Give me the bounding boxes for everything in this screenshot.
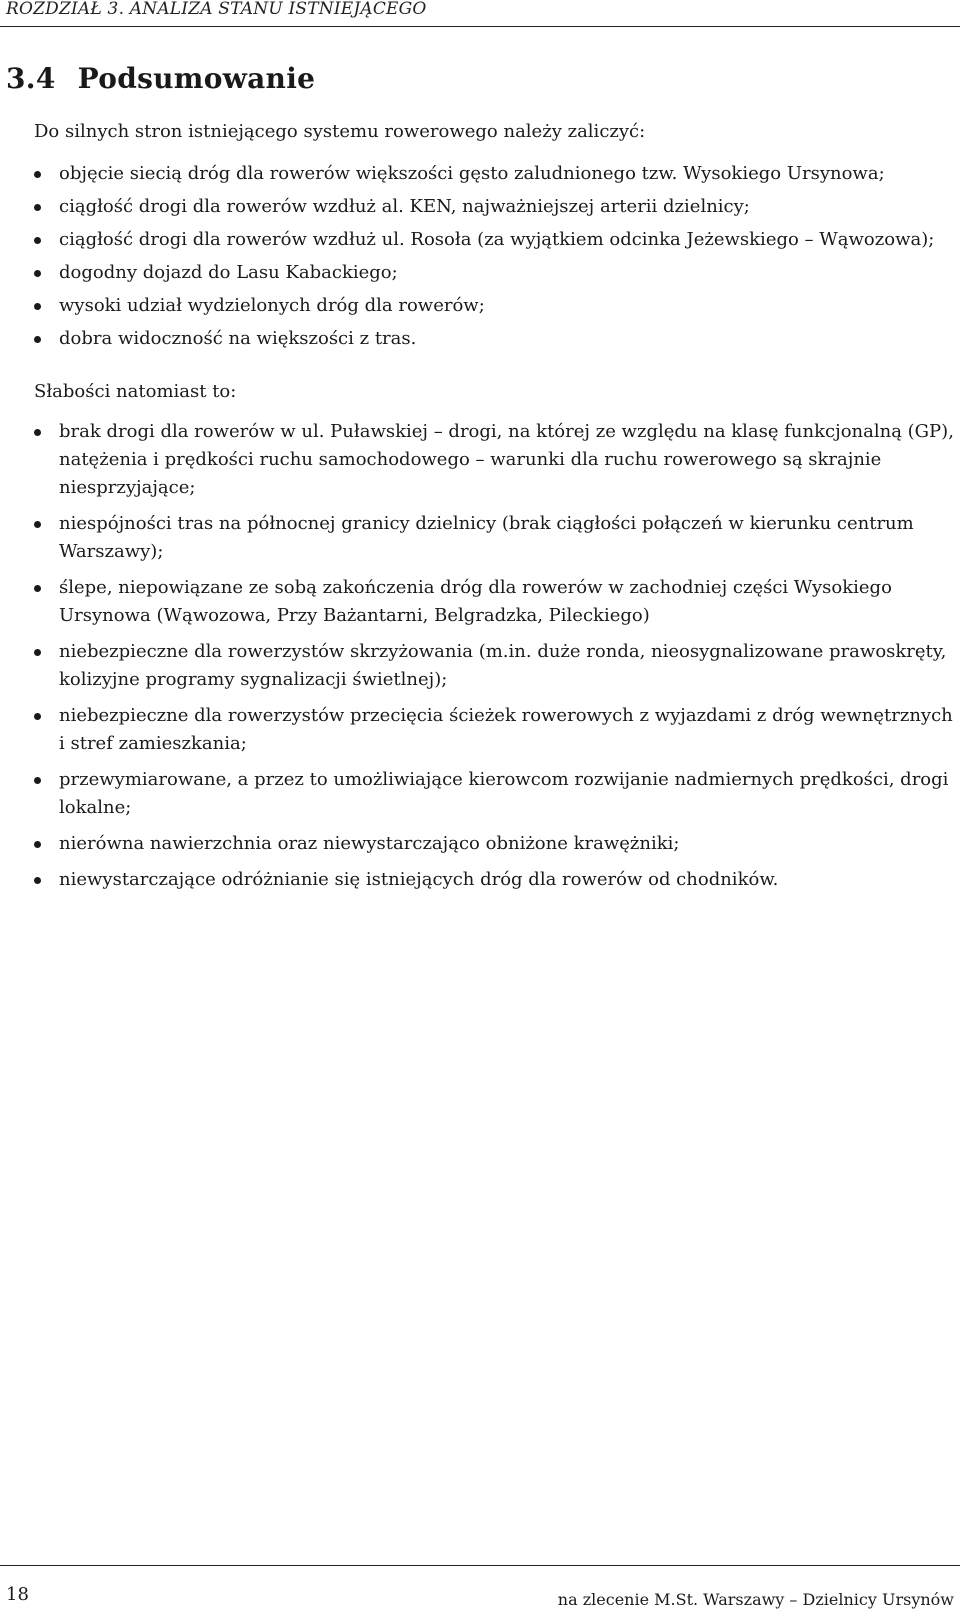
list-item	[34, 830, 954, 858]
list-item	[34, 866, 954, 894]
list-item	[34, 325, 954, 353]
list-item-text: objęcie siecią dróg dla rowerów większości gęsto zaludnionego tzw. Wysokiego Ursynowa;	[59, 163, 885, 184]
strengths-list	[34, 160, 954, 358]
list-item	[34, 226, 954, 254]
strengths-intro: Do silnych stron istniejącego systemu rowerowego należy zaliczyć:	[34, 121, 646, 142]
bullet-icon	[34, 237, 41, 244]
list-item-text: ciągłość drogi dla rowerów wzdłuż al. KEN, najważniejszej arterii dzielnicy;	[59, 196, 750, 217]
bullet-icon	[34, 777, 41, 784]
list-item-text: niebezpieczne dla rowerzystów skrzyżowania (m.in. duże ronda, nieosygnalizowane prawoskręty, kolizyjne programy sygnalizacji świetlnej);	[59, 641, 947, 690]
list-item	[34, 574, 954, 630]
bullet-icon	[34, 521, 41, 528]
list-item-text: brak drogi dla rowerów w ul. Puławskiej – drogi, na której ze względu na klasę funkcjonalną (GP), natężenia i prędkości ruchu samochodowego – warunki dla ruchu rowerowego są skrajnie niesprzyjające;	[59, 421, 954, 498]
bullet-icon	[34, 171, 41, 178]
list-item	[34, 418, 954, 502]
list-item	[34, 766, 954, 822]
bullet-icon	[34, 713, 41, 720]
list-item-text: przewymiarowane, a przez to umożliwiające kierowcom rozwijanie nadmiernych prędkości, drogi lokalne;	[59, 769, 949, 818]
list-item	[34, 193, 954, 221]
list-item-text: wysoki udział wydzielonych dróg dla rowerów;	[59, 295, 485, 316]
page-number: 18	[6, 1584, 29, 1605]
footer-credit: na zlecenie M.St. Warszawy – Dzielnicy Ursynów	[557, 1590, 954, 1609]
footer-divider	[0, 1565, 960, 1566]
bullet-icon	[34, 877, 41, 884]
section-heading	[6, 62, 315, 95]
list-item	[34, 292, 954, 320]
bullet-icon	[34, 270, 41, 277]
list-item-text: nierówna nawierzchnia oraz niewystarczająco obniżone krawężniki;	[59, 833, 680, 854]
section-number: 3.4	[6, 62, 56, 95]
list-item-text: ciągłość drogi dla rowerów wzdłuż ul. Rosoła (za wyjątkiem odcinka Jeżewskiego – Wąwozowa);	[59, 229, 935, 250]
list-item-text: dobra widoczność na większości z tras.	[59, 328, 417, 349]
weaknesses-list	[34, 418, 954, 902]
list-item	[34, 510, 954, 566]
list-item	[34, 259, 954, 287]
bullet-icon	[34, 649, 41, 656]
list-item-text: niespójności tras na północnej granicy dzielnicy (brak ciągłości połączeń w kierunku centrum Warszawy);	[59, 513, 914, 562]
bullet-icon	[34, 204, 41, 211]
list-item	[34, 702, 954, 758]
list-item-text: niebezpieczne dla rowerzystów przecięcia ścieżek rowerowych z wyjazdami z dróg wewnętrznych i stref zamieszkania;	[59, 705, 953, 754]
list-item-text: ślepe, niepowiązane ze sobą zakończenia dróg dla rowerów w zachodniej części Wysokiego Ursynowa (Wąwozowa, Przy Bażantarni, Belgradzka, Pileckiego)	[59, 577, 892, 626]
section-title: Podsumowanie	[77, 62, 316, 95]
bullet-icon	[34, 336, 41, 343]
bullet-icon	[34, 841, 41, 848]
list-item	[34, 160, 954, 188]
running-header-title: ROZDZIAŁ 3. ANALIZA STANU ISTNIEJĄCEGO	[6, 0, 427, 19]
weaknesses-intro: Słabości natomiast to:	[34, 381, 237, 402]
running-header	[0, 0, 960, 27]
list-item-text: dogodny dojazd do Lasu Kabackiego;	[59, 262, 398, 283]
bullet-icon	[34, 429, 41, 436]
bullet-icon	[34, 303, 41, 310]
list-item-text: niewystarczające odróżnianie się istniejących dróg dla rowerów od chodników.	[59, 869, 779, 890]
bullet-icon	[34, 585, 41, 592]
list-item	[34, 638, 954, 694]
